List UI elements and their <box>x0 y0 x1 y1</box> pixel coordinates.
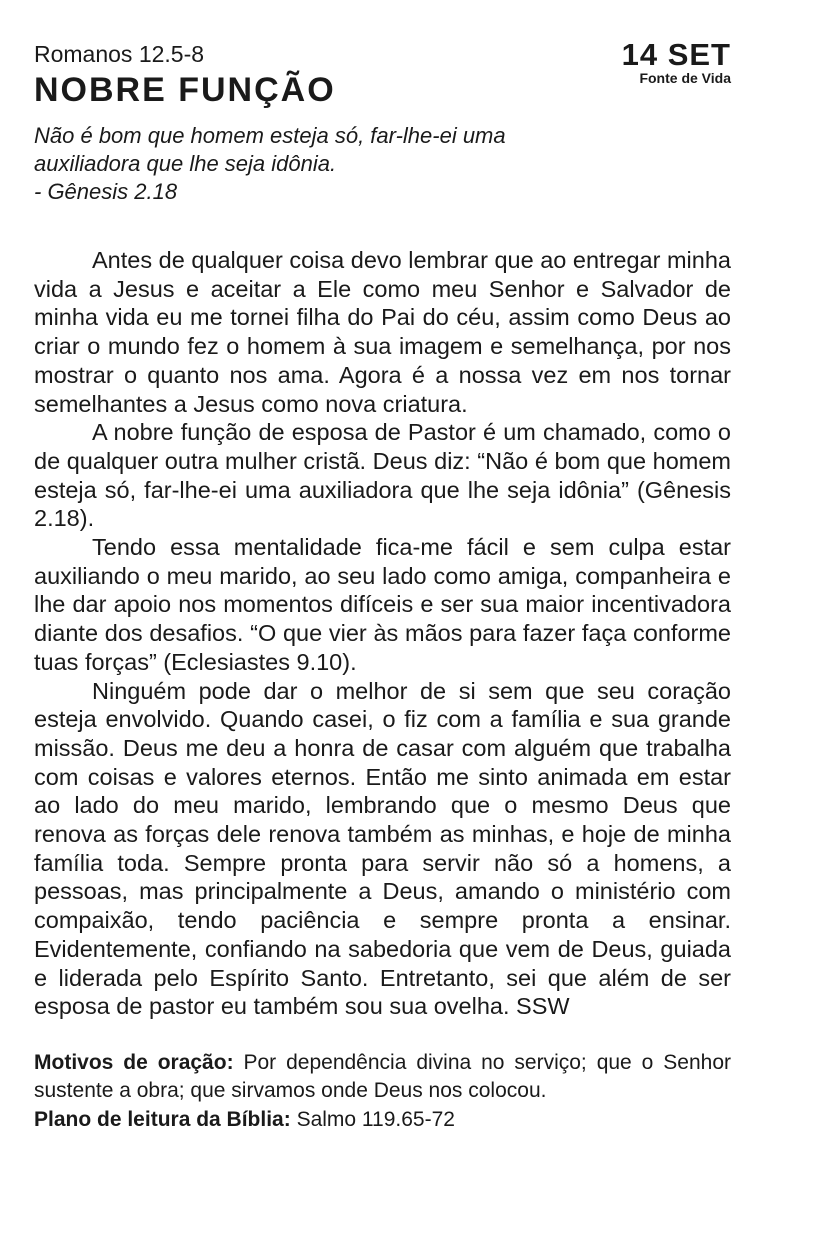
body-paragraph: Antes de qualquer coisa devo lembrar que ao entregar minha vida a Jesus e aceitar a Ele como meu Senhor e Salvador de minha vida eu me tornei filha do Pai do céu, assim como Deus ao criar o mundo fez o homem à sua imagem e semelhança, por nos mostrar o quanto nos ama. Agora é a nossa vez em nos tornar semelhantes a Jesus como nova criatura. <box>34 247 731 417</box>
devotional-body <box>34 246 731 1021</box>
reading-plan <box>34 1106 731 1135</box>
date: 14 SET <box>621 37 731 72</box>
verse-line: auxiliadora que lhe seja idônia. <box>34 151 337 176</box>
body-paragraph: Tendo essa mentalidade fica-me fácil e sem culpa estar auxiliando o meu marido, ao seu lado como amiga, companheira e lhe dar apoio nos momentos difíceis e ser sua maior incentivadora diante dos desafios. “O que vier às mãos para fazer faça conforme tuas forças” (Eclesiastes 9.10). <box>34 534 731 675</box>
reading-label: Plano de leitura da Bíblia: <box>34 1107 291 1131</box>
verse-line: Não é bom que homem esteja só, far-lhe-ei uma <box>34 123 506 148</box>
prayer-text: Por dependência divina no serviço; que o Senhor sustente a obra; que sirvamos onde Deus nos colocou. <box>34 1050 731 1103</box>
page-title: NOBRE FUNÇÃO <box>34 71 336 109</box>
source-name: Fonte de Vida <box>639 70 731 86</box>
date-block <box>621 37 731 86</box>
footer <box>34 1049 731 1135</box>
body-paragraph: A nobre função de esposa de Pastor é um chamado, como o de qualquer outra mulher cristã. Deus diz: “Não é bom que homem esteja só, far-lhe-ei uma auxiliadora que lhe seja idônia” (Gênesis 2.18). <box>34 419 731 532</box>
devotional-page <box>34 38 731 1134</box>
header <box>34 38 731 118</box>
verse-citation: - Gênesis 2.18 <box>34 179 178 204</box>
prayer-label: Motivos de oração: <box>34 1050 234 1074</box>
body-paragraph: Ninguém pode dar o melhor de si sem que seu coração esteja envolvido. Quando casei, o fiz com a família e sua grande missão. Deus me deu a honra de casar com alguém que trabalha com coisas e valores eternos. Então me sinto animada em estar ao lado do meu marido, lembrando que o mesmo Deus que renova as forças dele renova também as minhas, e hoje de minha família toda. Sempre pronta para servir não só a homens, a pessoas, mas principalmente a Deus, amando o ministério com compaixão, tendo paciência e sempre pronta a ensinar. Evidentemente, confiando na sabedoria que vem de Deus, guiada e liderada pelo Espírito Santo. Entretanto, sei que além de ser esposa de pastor eu também sou sua ovelha. SSW <box>34 677 731 1020</box>
key-verse <box>34 122 594 206</box>
scripture-reference: Romanos 12.5-8 <box>34 41 205 67</box>
prayer-motives <box>34 1049 731 1106</box>
reading-text: Salmo 119.65-72 <box>296 1107 455 1131</box>
